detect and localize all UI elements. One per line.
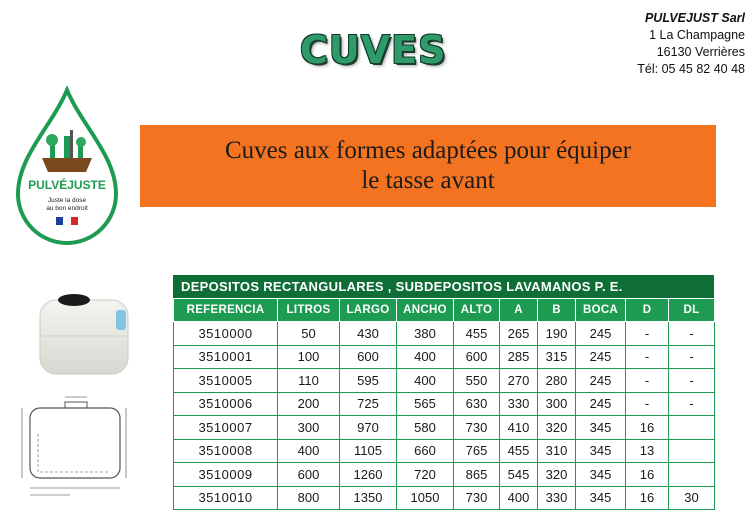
table-cell: - <box>669 322 715 346</box>
pulvejuste-logo <box>12 86 122 246</box>
table-cell: 345 <box>576 463 626 487</box>
table-cell: 3510001 <box>174 345 278 369</box>
table-cell: - <box>626 322 669 346</box>
table-cell: 320 <box>538 416 576 440</box>
table-cell: 110 <box>278 369 340 393</box>
table-row <box>174 369 715 393</box>
table-cell: 3510006 <box>174 392 278 416</box>
table-cell: 3510009 <box>174 463 278 487</box>
table-cell: 600 <box>340 345 397 369</box>
table-cell: 720 <box>397 463 454 487</box>
column-header: ALTO <box>454 299 500 322</box>
table-cell: 580 <box>397 416 454 440</box>
table-cell <box>669 463 715 487</box>
table-cell: - <box>669 369 715 393</box>
table-cell: 30 <box>669 486 715 510</box>
table-cell: 1260 <box>340 463 397 487</box>
banner-line-1: Cuves aux formes adaptées pour équiper <box>224 137 632 164</box>
table-cell: 595 <box>340 369 397 393</box>
spec-table <box>173 298 715 510</box>
table-cell: 300 <box>538 392 576 416</box>
table-cell: 865 <box>454 463 500 487</box>
table-cell: 345 <box>576 486 626 510</box>
table-cell: 400 <box>397 345 454 369</box>
table-cell: 3510008 <box>174 439 278 463</box>
logo-tagline-1: Juste la dose <box>47 197 87 204</box>
table-cell: 410 <box>500 416 538 440</box>
tank-spec-table <box>173 275 714 510</box>
table-cell: 630 <box>454 392 500 416</box>
table-cell: 550 <box>454 369 500 393</box>
table-cell: 400 <box>278 439 340 463</box>
table-cell: 345 <box>576 416 626 440</box>
column-header: D <box>626 299 669 322</box>
table-cell: 16 <box>626 486 669 510</box>
table-cell: 320 <box>538 463 576 487</box>
table-cell: 100 <box>278 345 340 369</box>
column-header: LARGO <box>340 299 397 322</box>
table-cell: 265 <box>500 322 538 346</box>
company-address-line2: 16130 Verrières <box>656 45 745 59</box>
table-cell: 50 <box>278 322 340 346</box>
table-cell: 270 <box>500 369 538 393</box>
column-header: DL <box>669 299 715 322</box>
table-cell: 430 <box>340 322 397 346</box>
table-cell: 400 <box>397 369 454 393</box>
table-cell: 300 <box>278 416 340 440</box>
table-title: DEPOSITOS RECTANGULARES , SUBDEPOSITOS LAVAMANOS P. E. <box>173 275 714 298</box>
table-cell: 330 <box>500 392 538 416</box>
table-cell: 730 <box>454 486 500 510</box>
table-cell: 1050 <box>397 486 454 510</box>
table-row <box>174 439 715 463</box>
table-cell: 315 <box>538 345 576 369</box>
column-header: ANCHO <box>397 299 454 322</box>
table-cell: 285 <box>500 345 538 369</box>
table-cell: 16 <box>626 416 669 440</box>
table-cell: 765 <box>454 439 500 463</box>
table-cell: 345 <box>576 439 626 463</box>
table-row <box>174 392 715 416</box>
company-info <box>575 10 745 78</box>
column-header: B <box>538 299 576 322</box>
table-cell: 600 <box>278 463 340 487</box>
column-header: LITROS <box>278 299 340 322</box>
table-cell: 200 <box>278 392 340 416</box>
table-cell: 660 <box>397 439 454 463</box>
table-cell: 1105 <box>340 439 397 463</box>
table-cell: 730 <box>454 416 500 440</box>
table-cell: 3510005 <box>174 369 278 393</box>
page-title: CUVES <box>300 28 447 72</box>
company-phone: Tél: 05 45 82 40 48 <box>637 62 745 76</box>
tank-photo <box>34 286 134 382</box>
tank-technical-drawing <box>10 394 135 502</box>
column-header: REFERENCIA <box>174 299 278 322</box>
headline-banner <box>140 125 716 207</box>
company-address-line1: 1 La Champagne <box>649 28 745 42</box>
table-cell: 600 <box>454 345 500 369</box>
table-cell: 13 <box>626 439 669 463</box>
banner-line-2: le tasse avant <box>361 167 495 194</box>
table-cell: 455 <box>500 439 538 463</box>
table-cell: - <box>626 345 669 369</box>
table-cell: 16 <box>626 463 669 487</box>
table-cell: 400 <box>500 486 538 510</box>
table-cell: 3510000 <box>174 322 278 346</box>
table-cell: 970 <box>340 416 397 440</box>
column-header: A <box>500 299 538 322</box>
table-cell: 245 <box>576 392 626 416</box>
table-cell: 245 <box>576 345 626 369</box>
company-name: PULVEJUST Sarl <box>644 11 745 25</box>
table-cell <box>669 416 715 440</box>
table-cell: 380 <box>397 322 454 346</box>
table-cell: - <box>669 345 715 369</box>
table-cell: - <box>626 369 669 393</box>
table-cell: 245 <box>576 369 626 393</box>
table-row <box>174 345 715 369</box>
table-cell: 455 <box>454 322 500 346</box>
table-cell: 310 <box>538 439 576 463</box>
table-cell: 800 <box>278 486 340 510</box>
table-cell: - <box>669 392 715 416</box>
table-cell: 565 <box>397 392 454 416</box>
table-cell: 3510010 <box>174 486 278 510</box>
table-cell: 1350 <box>340 486 397 510</box>
table-row <box>174 416 715 440</box>
table-cell: 245 <box>576 322 626 346</box>
logo-tagline-2: au bon endroit <box>46 205 88 212</box>
table-cell: 280 <box>538 369 576 393</box>
table-cell: 3510007 <box>174 416 278 440</box>
logo-brand-text: PULVÉJUSTE <box>28 178 106 192</box>
table-header-row <box>174 299 715 322</box>
table-row <box>174 486 715 510</box>
table-cell: 545 <box>500 463 538 487</box>
table-row <box>174 463 715 487</box>
table-row <box>174 322 715 346</box>
table-cell: 725 <box>340 392 397 416</box>
column-header: BOCA <box>576 299 626 322</box>
table-cell: - <box>626 392 669 416</box>
table-cell: 190 <box>538 322 576 346</box>
table-cell: 330 <box>538 486 576 510</box>
table-cell <box>669 439 715 463</box>
